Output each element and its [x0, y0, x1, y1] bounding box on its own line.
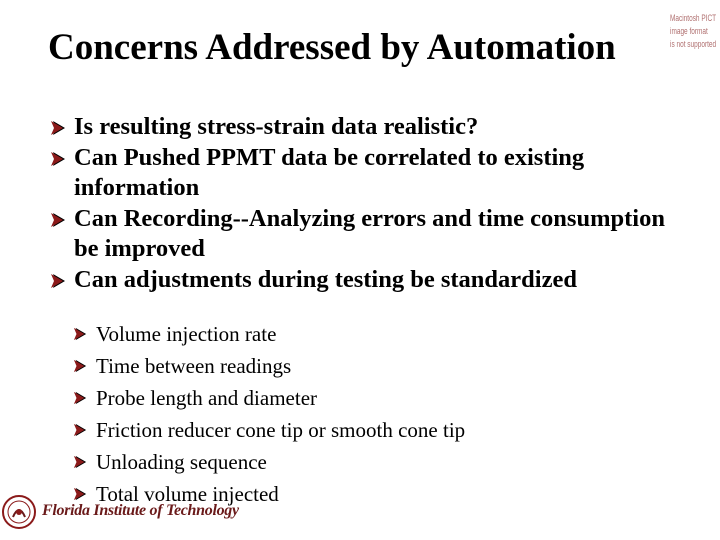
sub-bullet-text: Unloading sequence: [96, 450, 267, 474]
bullet-item: [50, 265, 690, 296]
bullet-item: [50, 204, 690, 265]
pict-placeholder-stamp: [670, 12, 717, 51]
bullet-item: [50, 112, 690, 143]
arrow-bullet-icon: [73, 455, 87, 469]
stamp-line-2: image format: [670, 26, 708, 36]
sub-bullet-text: Friction reducer cone tip or smooth cone tip: [96, 418, 466, 442]
sub-bullet-item: [73, 318, 673, 350]
arrow-bullet-icon: [50, 212, 66, 228]
sub-bullet-text: Time between readings: [96, 354, 292, 378]
arrow-bullet-icon: [50, 120, 66, 136]
bullet-text: Is resulting stress-strain data realistic?: [74, 113, 479, 140]
arrow-bullet-icon: [50, 151, 66, 167]
arrow-bullet-icon: [73, 359, 87, 373]
sub-bullet-item: [73, 350, 673, 382]
bullet-text: Can Pushed PPMT data be correlated to existing information: [74, 143, 585, 201]
arrow-bullet-icon: [73, 327, 87, 341]
bullet-item: [50, 143, 690, 204]
main-bullet-list: [50, 112, 690, 295]
stamp-line-3: is not supported: [670, 39, 717, 49]
footer-branding: [0, 492, 240, 532]
slide-title: Concerns Addressed by Automation: [48, 27, 616, 68]
bullet-text: Can Recording--Analyzing errors and time consumption be improved: [74, 204, 665, 262]
stamp-line-1: Macintosh PICT: [670, 13, 717, 23]
sub-bullet-list: [73, 318, 673, 510]
arrow-bullet-icon: [73, 391, 87, 405]
institution-name: Florida Institute of Technology: [42, 502, 239, 519]
arrow-bullet-icon: [73, 423, 87, 437]
bullet-text: Can adjustments during testing be standardized: [74, 265, 577, 293]
university-seal-icon: [2, 495, 36, 529]
sub-bullet-item: [73, 382, 673, 414]
sub-bullet-item: [73, 414, 673, 446]
sub-bullet-text: Volume injection rate: [96, 322, 277, 346]
sub-bullet-text: Probe length and diameter: [96, 386, 318, 410]
arrow-bullet-icon: [50, 273, 66, 289]
sub-bullet-item: [73, 446, 673, 478]
sub-bullet-text: Total volume injected: [96, 482, 279, 506]
